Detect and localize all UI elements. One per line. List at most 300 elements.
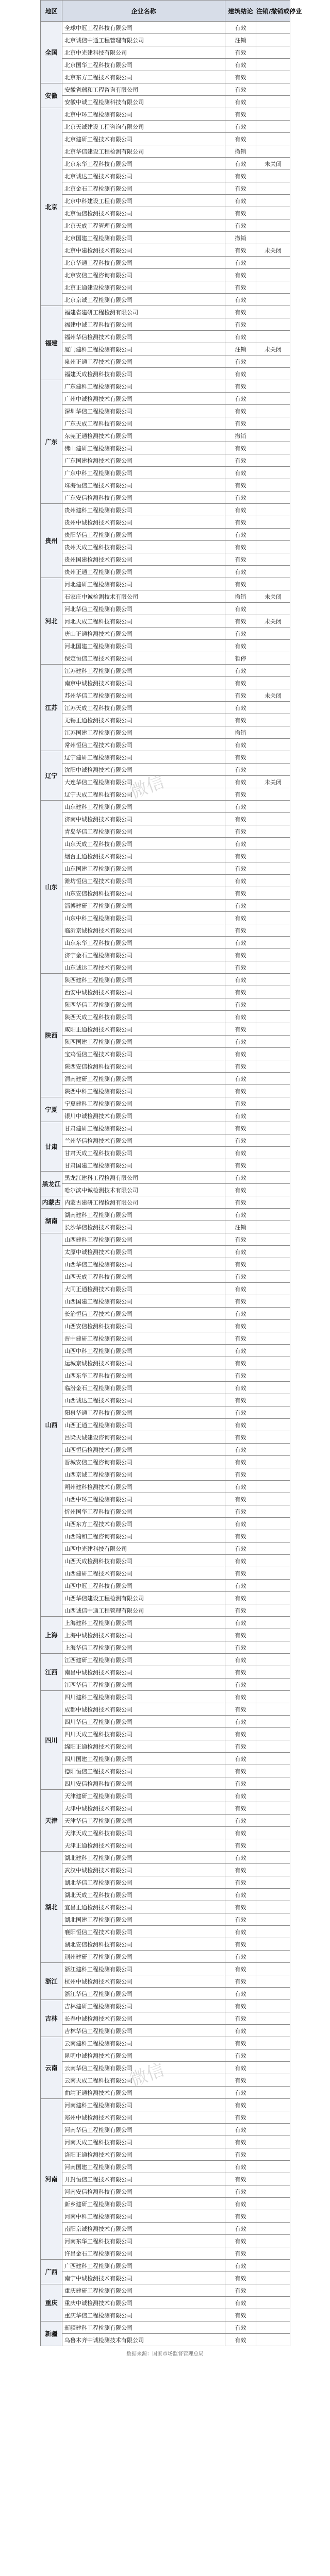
rectification-cell <box>256 479 290 492</box>
status-cell: 有效 <box>225 1654 256 1666</box>
company-name-cell: 成都中诚检测技术有限公司 <box>62 1703 225 1716</box>
company-name-cell: 广西建科工程检测有限公司 <box>62 2260 225 2272</box>
table-row <box>41 1567 290 1580</box>
status-cell: 有效 <box>225 1444 256 1456</box>
table-row <box>41 862 290 875</box>
status-cell: 有效 <box>225 801 256 813</box>
rectification-cell: 未关闭 <box>256 158 290 170</box>
status-cell: 有效 <box>225 788 256 801</box>
status-cell: 有效 <box>225 1011 256 1023</box>
company-name-cell: 江苏国建工程检测有限公司 <box>62 726 225 739</box>
rectification-cell <box>256 1444 290 1456</box>
table-row <box>41 2025 290 2037</box>
table-row <box>41 603 290 615</box>
status-cell: 有效 <box>225 2334 256 2346</box>
company-name-cell: 河北天成工程科技有限公司 <box>62 615 225 628</box>
region-cell: 甘肃 <box>41 1122 62 1172</box>
company-name-cell: 北京东华工程科技有限公司 <box>62 158 225 170</box>
table-row <box>41 1988 290 2000</box>
company-name-cell: 山西中冠工程科技有限公司 <box>62 1580 225 1592</box>
company-name-cell: 广州中诚检测技术有限公司 <box>62 393 225 405</box>
table-row <box>41 2272 290 2284</box>
table-row <box>41 912 290 924</box>
region-cell: 山西 <box>41 1233 62 1617</box>
status-cell: 有效 <box>225 1926 256 1938</box>
rectification-cell <box>256 1048 290 1060</box>
rectification-cell <box>256 355 290 368</box>
company-name-cell: 江苏天成工程科技有限公司 <box>62 702 225 714</box>
status-cell: 有效 <box>225 2198 256 2210</box>
company-name-cell: 临沂京诚检测技术有限公司 <box>62 924 225 937</box>
status-cell: 有效 <box>225 1122 256 1134</box>
table-row <box>41 145 290 158</box>
table-row <box>41 998 290 1011</box>
status-cell: 有效 <box>225 1172 256 1184</box>
rectification-cell <box>256 1777 290 1790</box>
table-row <box>41 1963 290 1975</box>
rectification-cell <box>256 739 290 751</box>
rectification-cell <box>256 71 290 83</box>
status-cell: 注销 <box>225 34 256 46</box>
status-cell: 有效 <box>225 1580 256 1592</box>
status-cell: 有效 <box>225 1295 256 1308</box>
rectification-cell <box>256 541 290 553</box>
table-row <box>41 1852 290 1864</box>
company-name-cell: 银川中诚检测技术有限公司 <box>62 1110 225 1122</box>
rectification-cell <box>256 2272 290 2284</box>
company-name-cell: 福州华信检测技术有限公司 <box>62 331 225 343</box>
rectification-cell <box>256 1394 290 1406</box>
company-name-cell: 四川天成工程科技有限公司 <box>62 1728 225 1740</box>
status-cell: 有效 <box>225 974 256 986</box>
status-cell: 有效 <box>225 46 256 59</box>
table-row <box>41 1926 290 1938</box>
rectification-cell <box>256 1530 290 1543</box>
status-cell: 有效 <box>225 825 256 838</box>
status-cell: 有效 <box>225 949 256 961</box>
rectification-cell <box>256 294 290 306</box>
table-row <box>41 1444 290 1456</box>
company-name-cell: 山西恒信检测技术有限公司 <box>62 1444 225 1456</box>
status-cell: 有效 <box>225 158 256 170</box>
company-name-cell: 杭州中诚检测技术有限公司 <box>62 1975 225 1988</box>
company-name-cell: 云南天成工程科技有限公司 <box>62 2074 225 2087</box>
table-row <box>41 121 290 133</box>
status-cell: 有效 <box>225 1938 256 1951</box>
header-rectification: 注销/撤销或停业 <box>256 1 290 22</box>
company-name-cell: 山东东华工程科技有限公司 <box>62 937 225 949</box>
company-name-cell: 山西华信建设工程检测有限公司 <box>62 1592 225 1604</box>
status-cell: 有效 <box>225 207 256 219</box>
rectification-cell <box>256 801 290 813</box>
company-name-cell: 天津正通检测技术有限公司 <box>62 1839 225 1852</box>
rectification-cell <box>256 1765 290 1777</box>
status-cell: 有效 <box>225 900 256 912</box>
status-cell: 有效 <box>225 1159 256 1172</box>
rectification-cell <box>256 2099 290 2111</box>
table-row <box>41 1295 290 1308</box>
status-cell: 有效 <box>225 1134 256 1147</box>
company-name-cell: 北京中建检测技术有限公司 <box>62 244 225 257</box>
status-cell: 有效 <box>225 1975 256 1988</box>
status-cell: 有效 <box>225 541 256 553</box>
rectification-cell <box>256 442 290 454</box>
company-name-cell: 襄阳恒信工程技术有限公司 <box>62 1926 225 1938</box>
company-name-cell: 山西国建工程检测有限公司 <box>62 1295 225 1308</box>
rectification-cell <box>256 1629 290 1641</box>
company-name-cell: 淄博建研工程检测有限公司 <box>62 900 225 912</box>
company-name-cell: 太原中诚检测技术有限公司 <box>62 1246 225 1258</box>
table-row <box>41 22 290 34</box>
rectification-cell <box>256 924 290 937</box>
rectification-cell <box>256 912 290 924</box>
status-cell: 有效 <box>225 2099 256 2111</box>
table-row <box>41 801 290 813</box>
status-cell: 有效 <box>225 912 256 924</box>
company-name-cell: 山西东方工程技术有限公司 <box>62 1518 225 1530</box>
table-row <box>41 1839 290 1852</box>
company-name-cell: 山东中科工程检测有限公司 <box>62 912 225 924</box>
table-header <box>41 1 302 22</box>
rectification-cell <box>256 2334 290 2346</box>
rectification-cell <box>256 2087 290 2099</box>
table-row <box>41 875 290 887</box>
table-row <box>41 1679 290 1691</box>
rectification-cell <box>256 232 290 244</box>
company-name-cell: 上海华信工程检测有限公司 <box>62 1641 225 1654</box>
region-cell: 新疆 <box>41 2321 62 2346</box>
rectification-cell <box>256 949 290 961</box>
status-cell: 有效 <box>225 1543 256 1555</box>
status-cell: 有效 <box>225 1901 256 1913</box>
company-name-cell: 青岛华信工程检测有限公司 <box>62 825 225 838</box>
table-row <box>41 1394 290 1406</box>
status-cell: 有效 <box>225 133 256 145</box>
company-name-cell: 山东安信检测科技有限公司 <box>62 887 225 900</box>
rectification-cell <box>256 1617 290 1629</box>
company-name-cell: 陕西天成工程科技有限公司 <box>62 1011 225 1023</box>
table-row <box>41 59 290 71</box>
status-cell: 有效 <box>225 2074 256 2087</box>
company-name-cell: 河南建科工程检测有限公司 <box>62 2099 225 2111</box>
company-name-cell: 忻州国华工程科技有限公司 <box>62 1505 225 1518</box>
rectification-cell <box>256 1963 290 1975</box>
table-row <box>41 1716 290 1728</box>
table-row <box>41 1060 290 1073</box>
company-name-cell: 河北建研工程检测有限公司 <box>62 578 225 590</box>
status-cell: 暂停 <box>225 652 256 665</box>
table-row <box>41 71 290 83</box>
company-name-cell: 山东天成工程科技有限公司 <box>62 838 225 850</box>
rectification-cell <box>256 380 290 393</box>
rectification-cell <box>256 1913 290 1926</box>
table-row <box>41 1938 290 1951</box>
table-row <box>41 924 290 937</box>
status-cell: 有效 <box>225 195 256 207</box>
rectification-cell <box>256 1703 290 1716</box>
company-name-cell: 贵阳华信工程检测有限公司 <box>62 529 225 541</box>
status-cell: 撤销 <box>225 232 256 244</box>
status-cell: 有效 <box>225 764 256 776</box>
table-row <box>41 46 290 59</box>
rectification-cell <box>256 1431 290 1444</box>
status-cell: 有效 <box>225 1357 256 1369</box>
table-row <box>41 2185 290 2198</box>
company-name-cell: 山西诚达工程技术有限公司 <box>62 1394 225 1406</box>
status-cell: 有效 <box>225 22 256 34</box>
table-row <box>41 961 290 974</box>
table-row <box>41 1147 290 1159</box>
table-row <box>41 541 290 553</box>
rectification-cell <box>256 219 290 232</box>
rectification-cell <box>256 1592 290 1604</box>
status-cell: 有效 <box>225 1765 256 1777</box>
table-row <box>41 1901 290 1913</box>
table-row <box>41 974 290 986</box>
region-cell: 江苏 <box>41 665 62 751</box>
enterprise-table-container <box>40 0 302 2346</box>
rectification-cell <box>256 1827 290 1839</box>
status-cell: 有效 <box>225 1988 256 2000</box>
table-row <box>41 1209 290 1221</box>
status-cell: 有效 <box>225 751 256 764</box>
company-name-cell: 四川建科工程检测有限公司 <box>62 1691 225 1703</box>
company-name-cell: 唐山正通检测技术有限公司 <box>62 628 225 640</box>
rectification-cell <box>256 257 290 269</box>
status-cell: 有效 <box>225 454 256 467</box>
company-name-cell: 北京天成工程管理有限公司 <box>62 219 225 232</box>
status-cell: 有效 <box>225 1233 256 1246</box>
status-cell: 有效 <box>225 83 256 96</box>
table-row <box>41 1493 290 1505</box>
region-cell: 辽宁 <box>41 751 62 801</box>
rectification-cell <box>256 1134 290 1147</box>
rectification-cell <box>256 751 290 764</box>
region-cell: 福建 <box>41 306 62 380</box>
table-row <box>41 331 290 343</box>
rectification-cell <box>256 714 290 726</box>
company-name-cell: 长春中诚检测技术有限公司 <box>62 2012 225 2025</box>
region-cell: 全国 <box>41 22 62 83</box>
status-cell: 有效 <box>225 2161 256 2173</box>
table-row <box>41 244 290 257</box>
table-row <box>41 1110 290 1122</box>
status-cell: 有效 <box>225 2272 256 2284</box>
table-row <box>41 182 290 195</box>
rectification-cell <box>256 368 290 380</box>
status-cell: 有效 <box>225 1468 256 1481</box>
table-row <box>41 2148 290 2161</box>
status-cell: 有效 <box>225 1246 256 1258</box>
rectification-cell <box>256 1555 290 1567</box>
rectification-cell <box>256 1790 290 1802</box>
table-row <box>41 1048 290 1060</box>
rectification-cell <box>256 34 290 46</box>
company-name-cell: 曲靖正通检测技术有限公司 <box>62 2087 225 2099</box>
rectification-cell <box>256 900 290 912</box>
rectification-cell <box>256 1901 290 1913</box>
company-name-cell: 全球中冠工程科技有限公司 <box>62 22 225 34</box>
company-name-cell: 深圳华信工程检测有限公司 <box>62 405 225 417</box>
table-row <box>41 1283 290 1295</box>
rectification-cell <box>256 2198 290 2210</box>
rectification-cell <box>256 1122 290 1134</box>
company-name-cell: 潍坊恒信工程技术有限公司 <box>62 875 225 887</box>
rectification-cell <box>256 1456 290 1468</box>
status-cell: 有效 <box>225 702 256 714</box>
region-cell: 上海 <box>41 1617 62 1654</box>
company-name-cell: 济南中诚检测技术有限公司 <box>62 813 225 825</box>
table-row <box>41 1641 290 1654</box>
status-cell: 有效 <box>225 294 256 306</box>
status-cell: 有效 <box>225 1555 256 1567</box>
table-row <box>41 1975 290 1988</box>
table-row <box>41 2247 290 2260</box>
rectification-cell <box>256 1246 290 1258</box>
status-cell: 有效 <box>225 1802 256 1815</box>
company-name-cell: 郑州中诚检测技术有限公司 <box>62 2111 225 2124</box>
rectification-cell <box>256 1320 290 1332</box>
rectification-cell <box>256 2148 290 2161</box>
company-name-cell: 北京国建工程检测有限公司 <box>62 232 225 244</box>
status-cell: 有效 <box>225 776 256 788</box>
company-name-cell: 北京京诚工程检测有限公司 <box>62 294 225 306</box>
table-row <box>41 1889 290 1901</box>
table-row <box>41 751 290 764</box>
status-cell: 有效 <box>225 318 256 331</box>
table-row <box>41 1357 290 1369</box>
status-cell: 有效 <box>225 1728 256 1740</box>
table-row <box>41 887 290 900</box>
rectification-cell <box>256 862 290 875</box>
rectification-cell <box>256 504 290 516</box>
rectification-cell <box>256 2260 290 2272</box>
rectification-cell <box>256 1567 290 1580</box>
table-row <box>41 1728 290 1740</box>
table-row <box>41 405 290 417</box>
status-cell: 有效 <box>225 1518 256 1530</box>
status-cell: 撤销 <box>225 590 256 603</box>
status-cell: 有效 <box>225 875 256 887</box>
company-name-cell: 开封恒信工程技术有限公司 <box>62 2173 225 2185</box>
company-name-cell: 浙江建科工程检测有限公司 <box>62 1963 225 1975</box>
company-name-cell: 浙江华信工程检测有限公司 <box>62 1988 225 2000</box>
table-row <box>41 628 290 640</box>
rectification-cell <box>256 1988 290 2000</box>
table-row <box>41 1654 290 1666</box>
company-name-cell: 乌鲁木齐中诚检测技术有限公司 <box>62 2334 225 2346</box>
table-row <box>41 1543 290 1555</box>
rectification-cell <box>256 492 290 504</box>
rectification-cell <box>256 306 290 318</box>
company-name-cell: 云南建科工程检测有限公司 <box>62 2037 225 2049</box>
status-cell: 有效 <box>225 244 256 257</box>
status-cell: 有效 <box>225 1456 256 1468</box>
region-cell: 湖南 <box>41 1209 62 1233</box>
rectification-cell <box>256 1147 290 1159</box>
company-name-cell: 长治恒信工程技术有限公司 <box>62 1308 225 1320</box>
table-row <box>41 2284 290 2297</box>
rectification-cell <box>256 393 290 405</box>
company-name-cell: 北京华信建设工程检测有限公司 <box>62 145 225 158</box>
table-row <box>41 2124 290 2136</box>
region-cell: 黑龙江 <box>41 1172 62 1196</box>
table-row <box>41 1790 290 1802</box>
rectification-cell <box>256 1073 290 1085</box>
table-row <box>41 689 290 702</box>
rectification-cell <box>256 2235 290 2247</box>
status-cell: 有效 <box>225 1283 256 1295</box>
company-name-cell: 陕西安信检测科技有限公司 <box>62 1060 225 1073</box>
status-cell: 有效 <box>225 2260 256 2272</box>
company-name-cell: 北京天诚建设工程咨询有限公司 <box>62 121 225 133</box>
rectification-cell <box>256 2012 290 2025</box>
rectification-cell <box>256 1209 290 1221</box>
company-name-cell: 北京诚信中通工程管理有限公司 <box>62 34 225 46</box>
company-name-cell: 济宁金石工程检测有限公司 <box>62 949 225 961</box>
table-row <box>41 1085 290 1097</box>
rectification-cell <box>256 850 290 862</box>
company-name-cell: 南京中诚检测技术有限公司 <box>62 677 225 689</box>
status-cell: 有效 <box>225 640 256 652</box>
status-cell: 有效 <box>225 529 256 541</box>
status-cell: 有效 <box>225 1753 256 1765</box>
status-cell: 有效 <box>225 1641 256 1654</box>
rectification-cell <box>256 1926 290 1938</box>
company-name-cell: 贵州正通工程检测有限公司 <box>62 566 225 578</box>
table-row <box>41 2173 290 2185</box>
status-cell: 有效 <box>225 1703 256 1716</box>
table-row <box>41 430 290 442</box>
rectification-cell <box>256 937 290 949</box>
status-cell: 有效 <box>225 887 256 900</box>
table-row <box>41 1233 290 1246</box>
status-cell: 有效 <box>225 1196 256 1209</box>
rectification-cell <box>256 1852 290 1864</box>
company-name-cell: 运城京诚检测技术有限公司 <box>62 1357 225 1369</box>
status-cell: 有效 <box>225 603 256 615</box>
status-cell: 有效 <box>225 516 256 529</box>
company-name-cell: 安徽省瑞和工程咨询有限公司 <box>62 83 225 96</box>
table-row <box>41 1777 290 1790</box>
rectification-cell <box>256 1369 290 1382</box>
status-cell: 有效 <box>225 1419 256 1431</box>
table-row <box>41 1258 290 1270</box>
company-name-cell: 陕西国建工程检测有限公司 <box>62 1036 225 1048</box>
table-row <box>41 1604 290 1617</box>
table-row <box>41 665 290 677</box>
rectification-cell <box>256 1419 290 1431</box>
rectification-cell <box>256 1023 290 1036</box>
status-cell: 有效 <box>225 380 256 393</box>
rectification-cell <box>256 529 290 541</box>
table-row <box>41 318 290 331</box>
status-cell: 有效 <box>225 2223 256 2235</box>
status-cell: 有效 <box>225 1530 256 1543</box>
status-cell: 有效 <box>225 1716 256 1728</box>
rectification-cell <box>256 1889 290 1901</box>
status-cell: 有效 <box>225 2235 256 2247</box>
status-cell: 有效 <box>225 2062 256 2074</box>
table-row <box>41 1270 290 1283</box>
table-row <box>41 1802 290 1815</box>
rectification-cell <box>256 764 290 776</box>
company-name-cell: 绵阳正通检测技术有限公司 <box>62 1740 225 1753</box>
rectification-cell <box>256 2284 290 2297</box>
region-cell: 江西 <box>41 1654 62 1691</box>
company-name-cell: 天津中诚检测技术有限公司 <box>62 1802 225 1815</box>
table-row <box>41 2087 290 2099</box>
